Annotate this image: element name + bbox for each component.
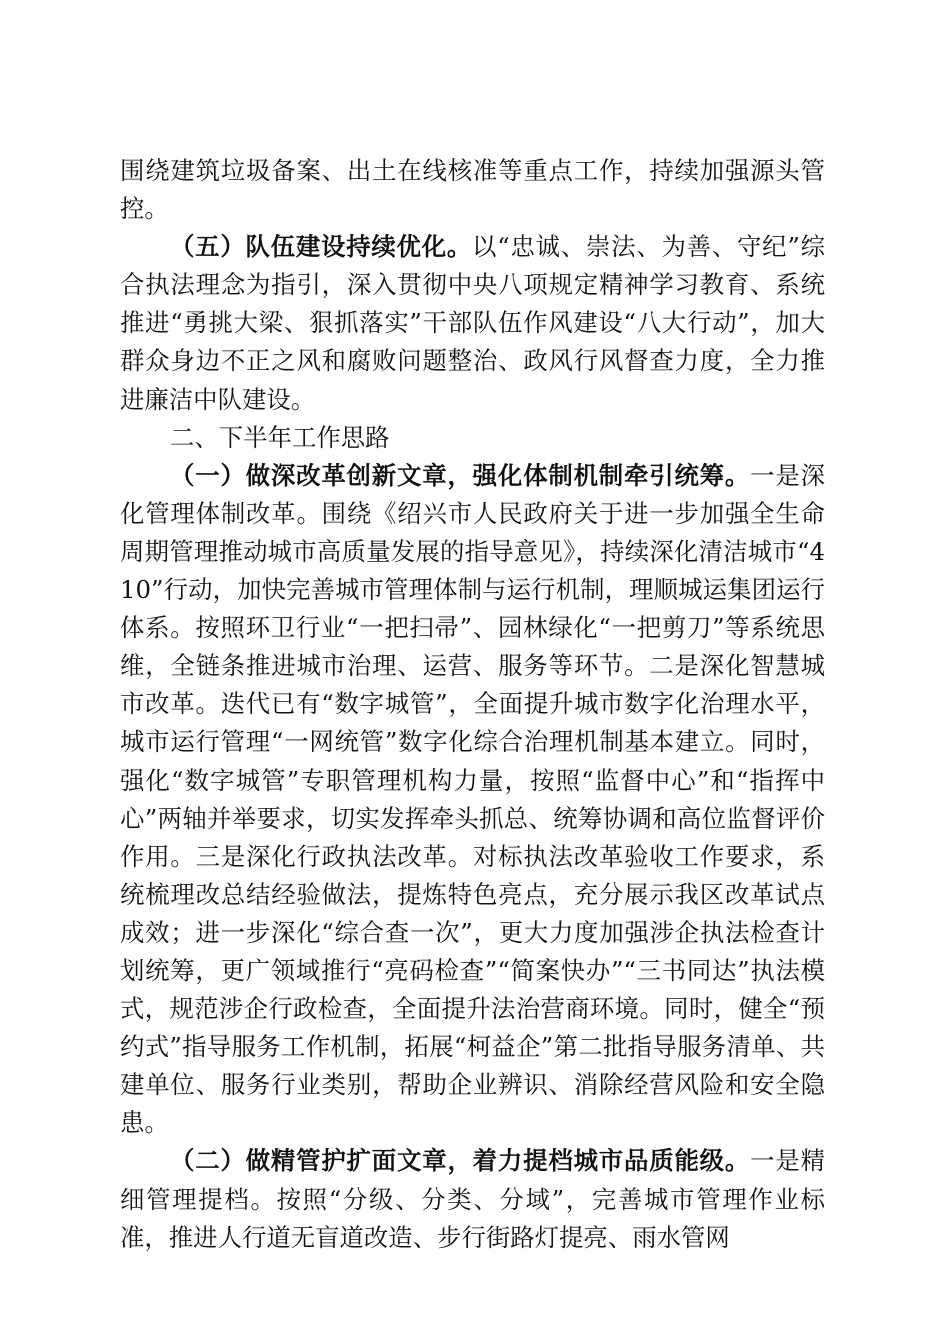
paragraph-team-building: [120, 228, 825, 418]
section-heading: 二、下半年工作思路: [170, 422, 390, 452]
paragraph-lead: （五）队伍建设持续优化。: [170, 232, 473, 262]
paragraph-lead: （一）做深改革创新文章，强化体制机制牵引统筹。: [170, 460, 751, 490]
paragraph-body: 一是精细管理提档。按照“分级、分类、分域”，完善城市管理作业标准，推进人行道无盲道改造、步行街路灯提亮、雨水管网: [120, 1146, 825, 1252]
paragraph-body: 围绕建筑垃圾备案、出土在线核准等重点工作，持续加强源头管控。: [120, 156, 825, 224]
paragraph-body: 一是深化管理体制改革。围绕《绍兴市人民政府关于进一步加强全生命周期管理推动城市高质量发展的指导意见》，持续深化清洁城市“410”行动，加快完善城市管理体制与运行机制，理顺城运集团运行体系。按照环卫行业“一把扫帚”、园林绿化“一把剪刀”等系统思维，全链条推进城市治理、运营、服务等环节。二是深化智慧城市改革。迭代已有“数字城管”，全面提升城市数字化治理水平，城市运行管理“一网统管”数字化综合治理机制基本建立。同时，强化“数字城管”专职管理机构力量，按照“监督中心”和“指挥中心”两轴并举要求，切实发挥牵头抓总、统筹协调和高位监督评价作用。三是深化行政执法改革。对标执法改革验收工作要求，系统梳理改总结经验做法，提炼特色亮点，充分展示我区改革试点成效；进一步深化“综合查一次”，更大力度加强涉企执法检查计划统筹，更广领域推行“亮码检查”“简案快办”“三书同达”执法模式，规范涉企行政检查，全面提升法治营商环境。同时，健全“预约式”指导服务工作机制，拓展“柯益企”第二批指导服务清单、共建单位、服务行业类别，帮助企业辨识、消除经营风险和安全隐患。: [120, 460, 825, 1138]
paragraph-body: 以“忠诚、崇法、为善、守纪”综合执法理念为指引，深入贯彻中央八项规定精神学习教育、系统推进“勇挑大梁、狠抓落实”干部队伍作风建设“八大行动”，加大群众身边不正之风和腐败问题整治、政风行风督查力度，全力推进廉洁中队建设。: [120, 232, 825, 414]
document-page: [120, 152, 825, 1257]
paragraph-lead: （二）做精管护扩面文章，着力提档城市品质能级。: [170, 1146, 751, 1176]
paragraph-reform: [120, 457, 825, 1143]
paragraph-management: [120, 1142, 825, 1256]
continued-paragraph: [120, 152, 825, 228]
